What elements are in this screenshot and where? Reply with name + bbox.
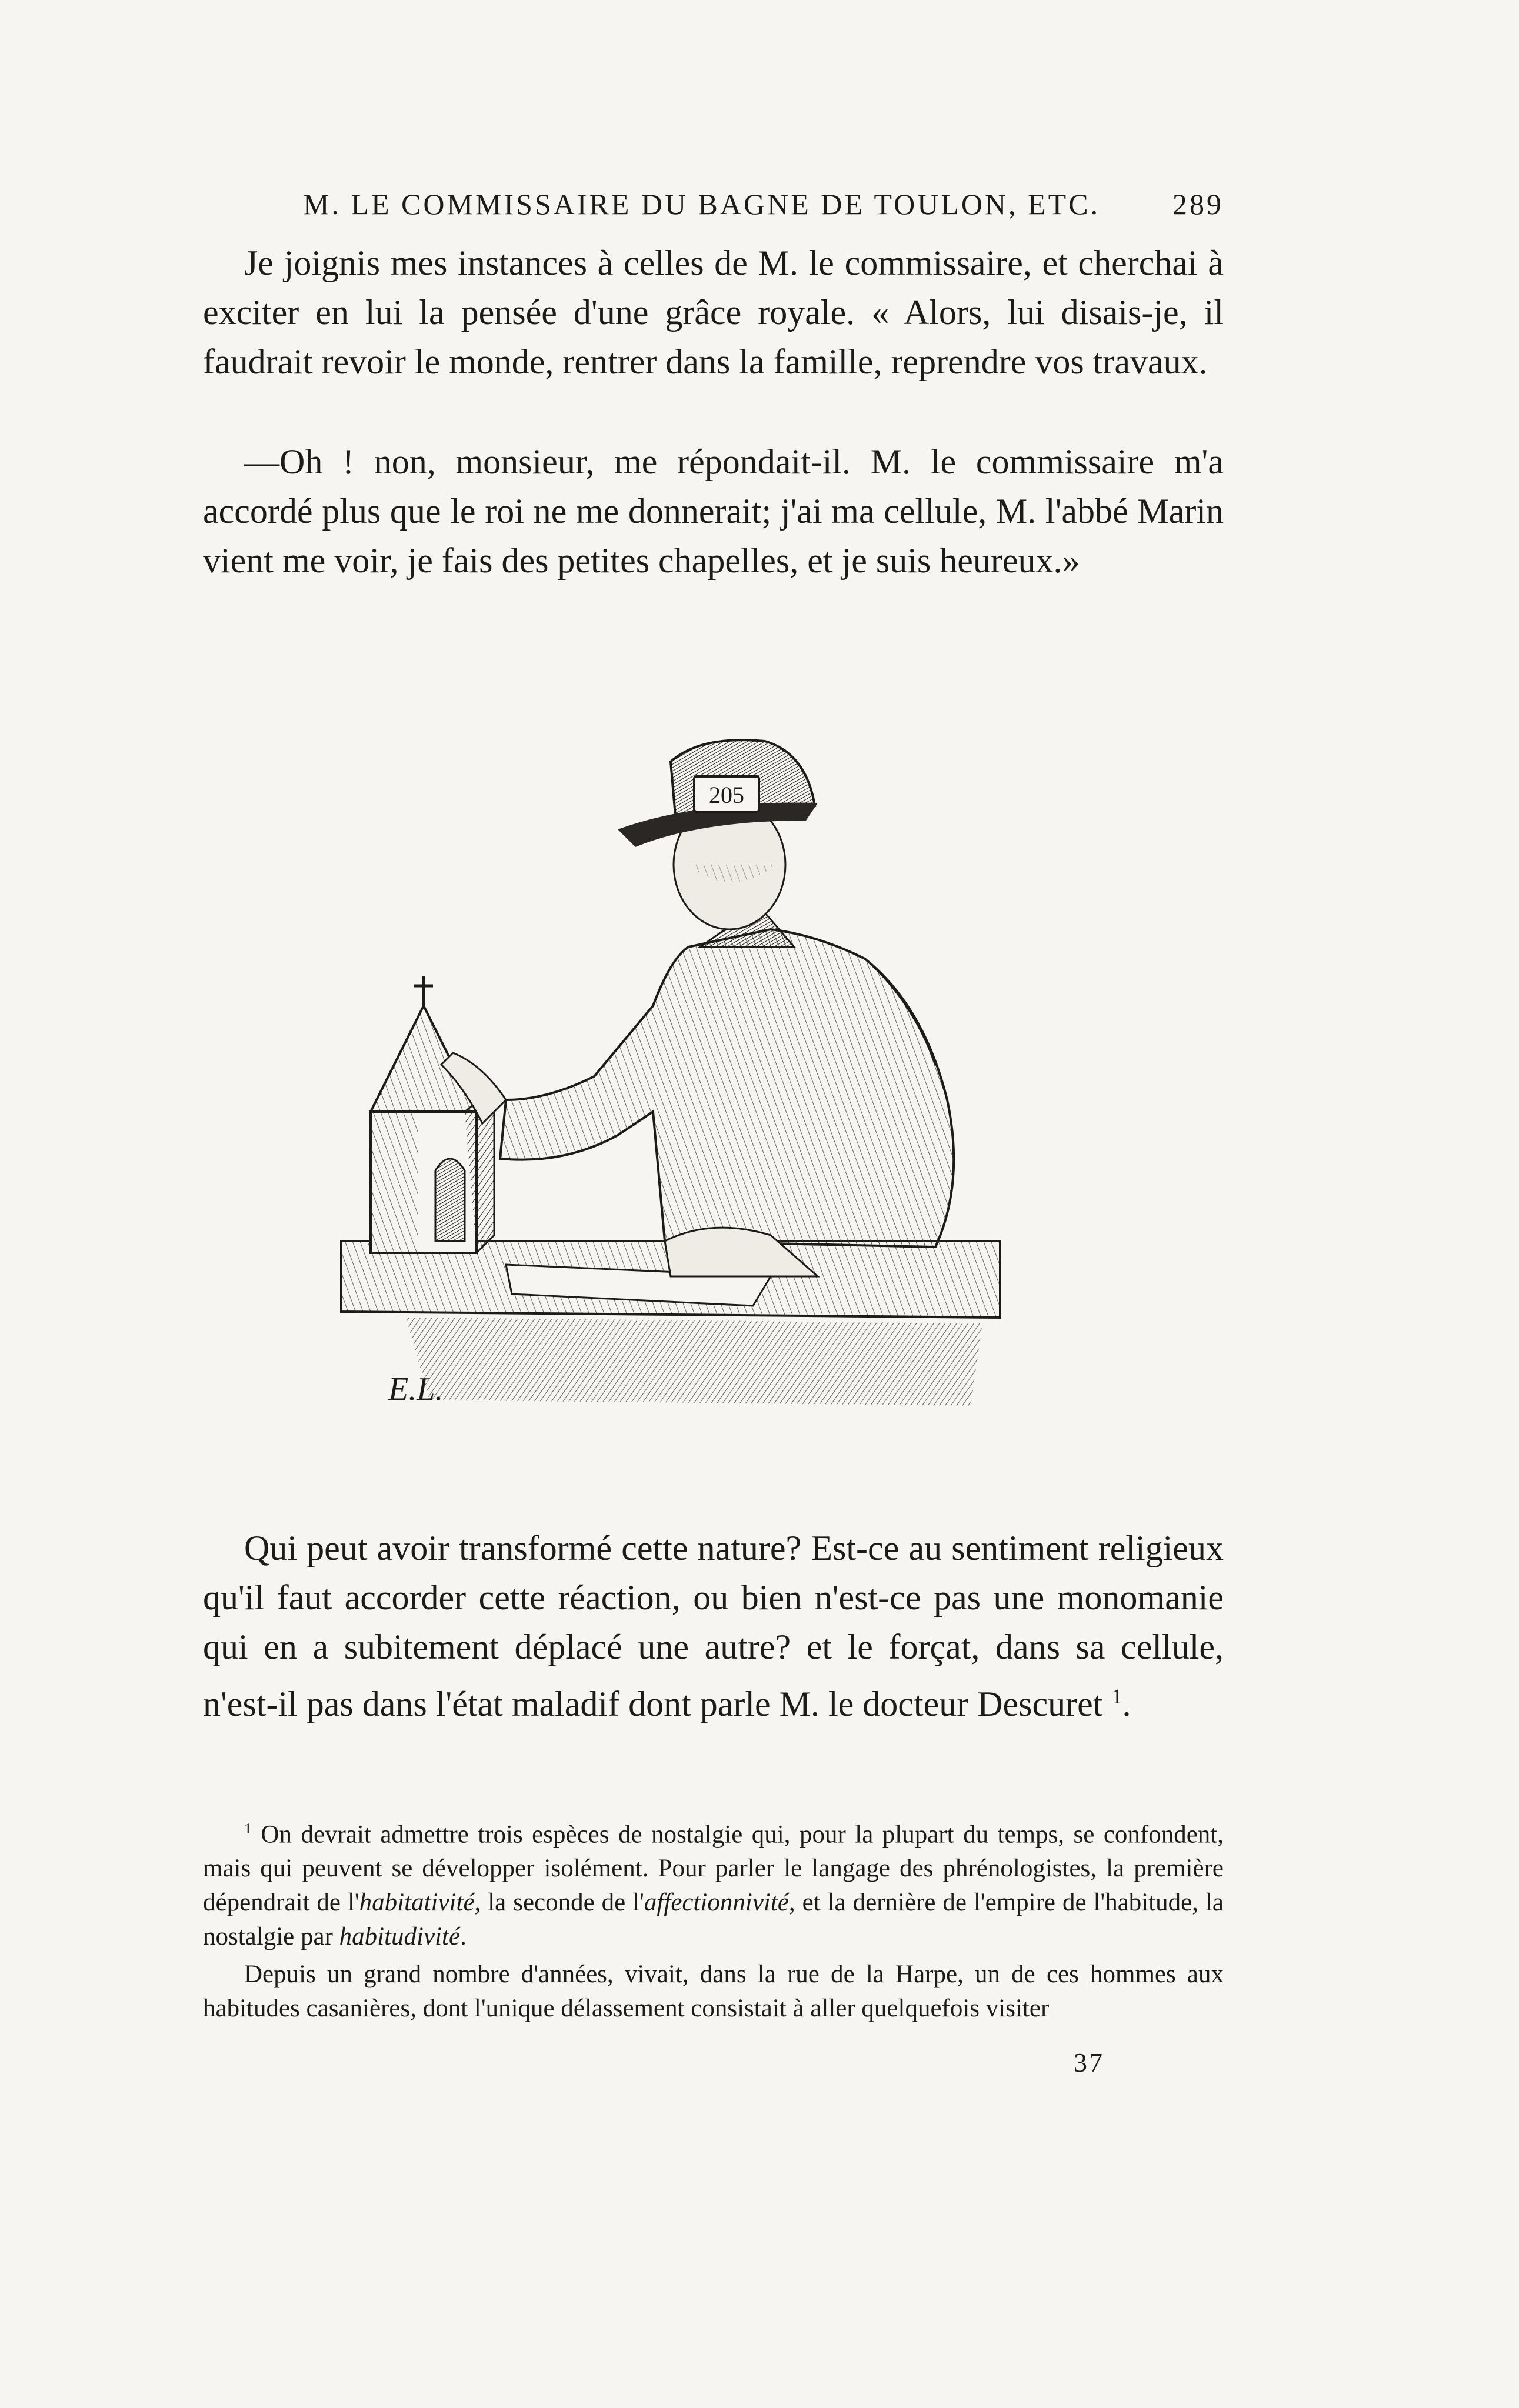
convict-building-chapel-engraving	[288, 653, 1141, 1476]
footnote-1-text-c: , et la dernière de l'empire de l'habitude, la nostalgie par	[203, 1889, 1224, 1951]
engraving-illustration	[288, 653, 1141, 1476]
running-header	[200, 187, 1224, 228]
paragraph-1-text: Je joignis mes instances à celles de M. le commissaire, et cherchai à exciter en lui la pensée d'une grâce royale. « Alors, lui disais-je, il faudrait revoir le monde, rentrer dans la famille, reprendre vos travaux.	[203, 244, 1224, 381]
paragraph-3-text: Qui peut avoir transformé cette nature? Est-ce au sentiment religieux qu'il faut accorder cette réaction, ou bien n'est-ce pas une monomanie qui en a subitement déplacé une autre? et le forçat, dans sa cellule, n'est-il pas dans l'état maladif dont parle M. le docteur Descuret	[203, 1529, 1224, 1723]
footnotes	[203, 1812, 1224, 2029]
footnote-1	[203, 1812, 1224, 1954]
footnote-1-term-habitudivite: habitudivité	[339, 1923, 461, 1951]
page-number: 289	[1172, 188, 1224, 221]
paragraph-3	[203, 1523, 1224, 1729]
running-title: M. LE COMMISSAIRE DU BAGNE DE TOULON, ETC.	[303, 188, 1101, 221]
paragraph-2	[203, 437, 1224, 585]
footnote-1-term-habitativite: habitativité	[359, 1889, 475, 1917]
paragraph-3-body	[203, 1523, 1224, 1729]
paragraph-1	[203, 238, 1224, 386]
paragraph-2-text: —Oh ! non, monsieur, me répondait-il. M. le commissaire m'a accordé plus que le roi ne me donnerait; j'ai ma cellule, M. l'abbé Marin vient me voir, je fais des petites chapelles, et je suis heureux.»	[203, 442, 1224, 580]
footnote-reference[interactable]: 1	[1111, 1685, 1122, 1708]
footnote-1-text-b: , la seconde de l'	[474, 1889, 644, 1917]
footnote-1-mark: 1	[244, 1820, 252, 1837]
footnote-continuation: Depuis un grand nombre d'années, vivait, dans la rue de la Harpe, un de ces hommes aux habitudes casanières, dont l'unique délassement consistait à aller quelquefois visiter	[203, 1960, 1224, 2023]
cap-number: 205	[709, 782, 744, 808]
signature-number: 37	[1074, 2047, 1104, 2077]
convict-figure	[441, 740, 954, 1276]
footnote-1-text-a: On devrait admettre trois espèces de nostalgie qui, pour la plupart du temps, se confondent, mais qui peuvent se développer isolément. Pour parler le langage des phrénologistes, la première dépendrait de l'	[203, 1820, 1224, 1917]
footnote-1-text-d: .	[460, 1923, 467, 1951]
paragraph-3-end: .	[1122, 1685, 1131, 1723]
footnote-1-term-affectionnivite: affectionnivité	[644, 1889, 789, 1917]
artist-signature: E.L.	[388, 1371, 444, 1408]
chapel-model	[371, 976, 494, 1253]
